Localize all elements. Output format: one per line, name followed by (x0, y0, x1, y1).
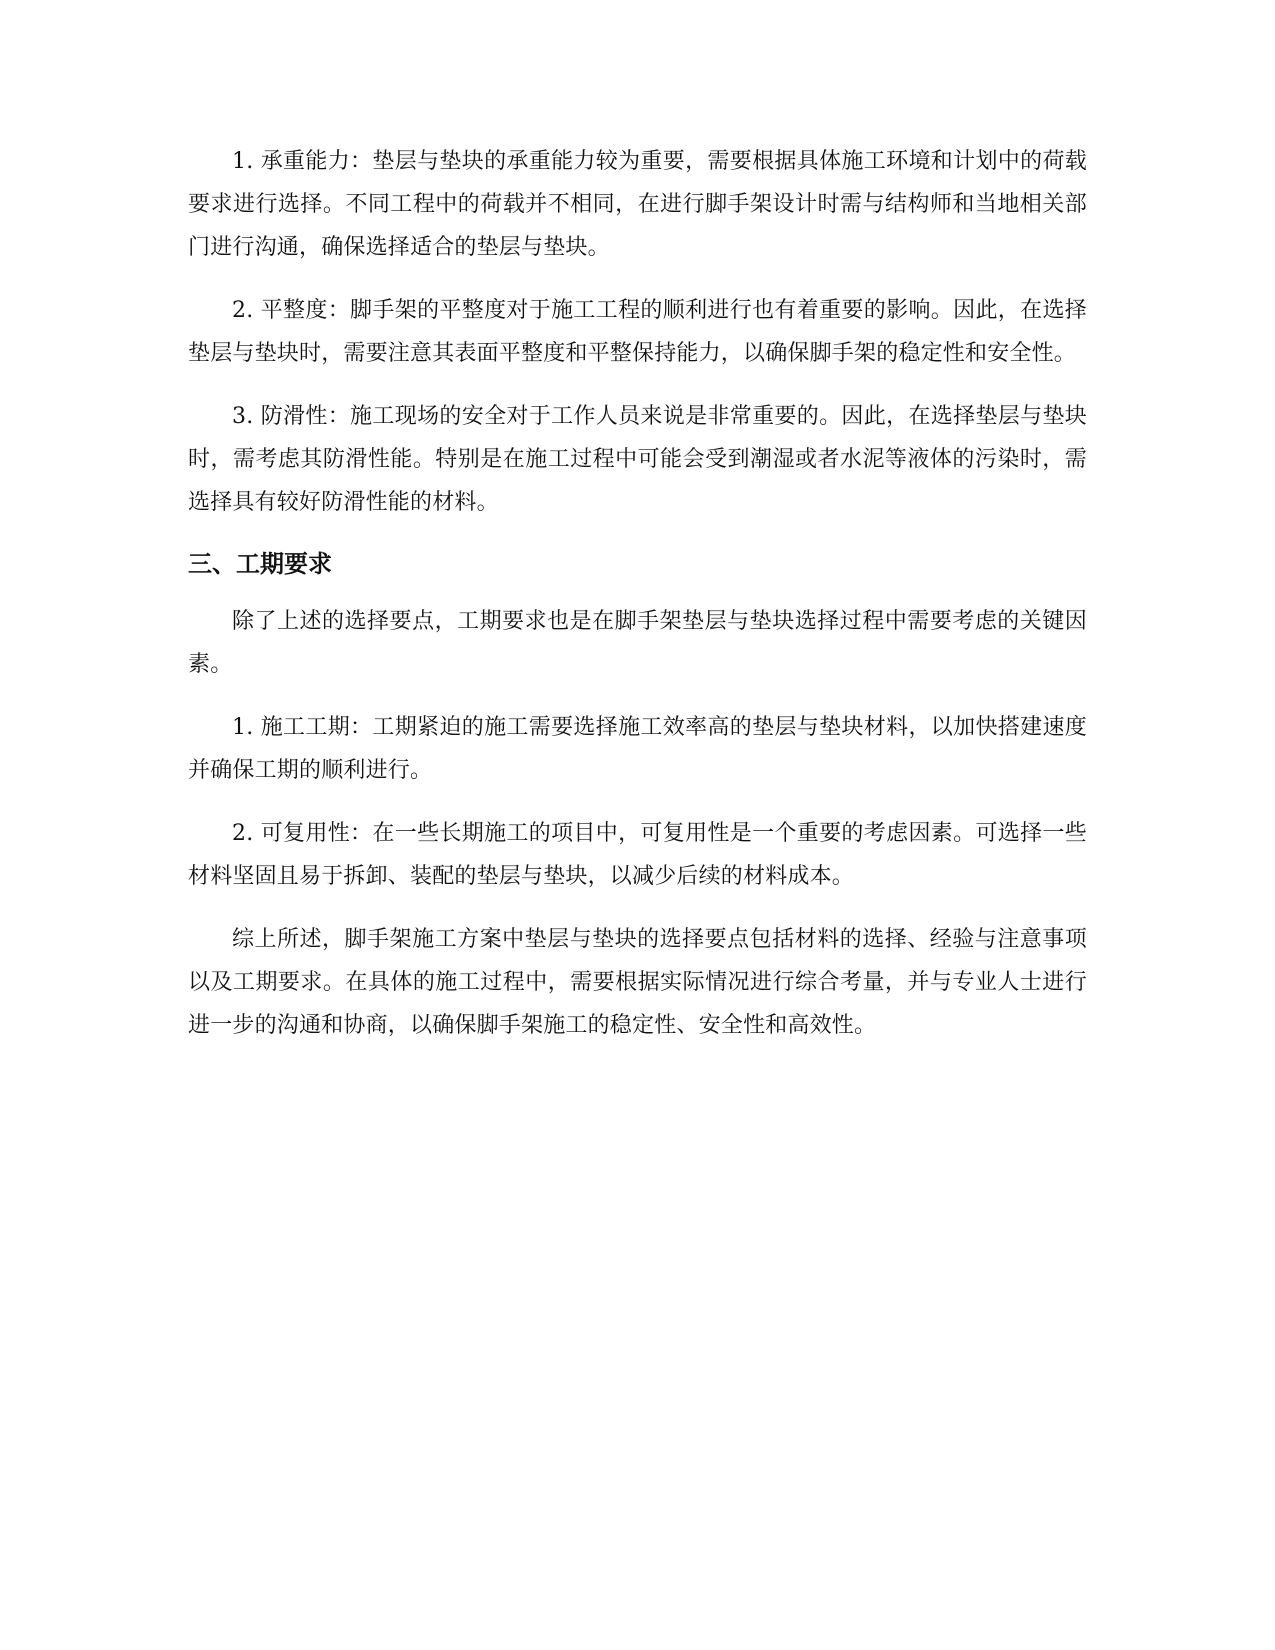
paragraph-flatness: 2. 平整度：脚手架的平整度对于施工工程的顺利进行也有着重要的影响。因此，在选择垫层与垫块时，需要注意其表面平整度和平整保持能力，以确保脚手架的稳定性和安全性。 (188, 298, 1087, 366)
paragraph-anti-slip: 3. 防滑性：施工现场的安全对于工作人员来说是非常重要的。因此，在选择垫层与垫块时，需考虑其防滑性能。特别是在施工过程中可能会受到潮湿或者水泥等液体的污染时，需选择具有较好防滑性能的材料。 (188, 404, 1087, 515)
paragraph-construction-period: 1. 施工工期：工期紧迫的施工需要选择施工效率高的垫层与垫块材料，以加快搭建速度并确保工期的顺利进行。 (188, 715, 1087, 783)
paragraph-load-capacity: 1. 承重能力：垫层与垫块的承重能力较为重要，需要根据具体施工环境和计划中的荷载要求进行选择。不同工程中的荷载并不相同，在进行脚手架设计时需与结构师和当地相关部门进行沟通，确保选择适合的垫层与垫块。 (188, 149, 1087, 260)
section-heading-schedule: 三、工期要求 (188, 550, 332, 578)
document-page (188, 140, 1087, 1067)
paragraph-schedule-intro: 除了上述的选择要点，工期要求也是在脚手架垫层与垫块选择过程中需要考虑的关键因素。 (188, 609, 1087, 677)
paragraph-reusability: 2. 可复用性：在一些长期施工的项目中，可复用性是一个重要的考虑因素。可选择一些材料坚固且易于拆卸、装配的垫层与垫块，以减少后续的材料成本。 (188, 821, 1087, 889)
paragraph-conclusion: 综上所述，脚手架施工方案中垫层与垫块的选择要点包括材料的选择、经验与注意事项以及工期要求。在具体的施工过程中，需要根据实际情况进行综合考量，并与专业人士进行进一步的沟通和协商，以确保脚手架施工的稳定性、安全性和高效性。 (188, 927, 1087, 1038)
